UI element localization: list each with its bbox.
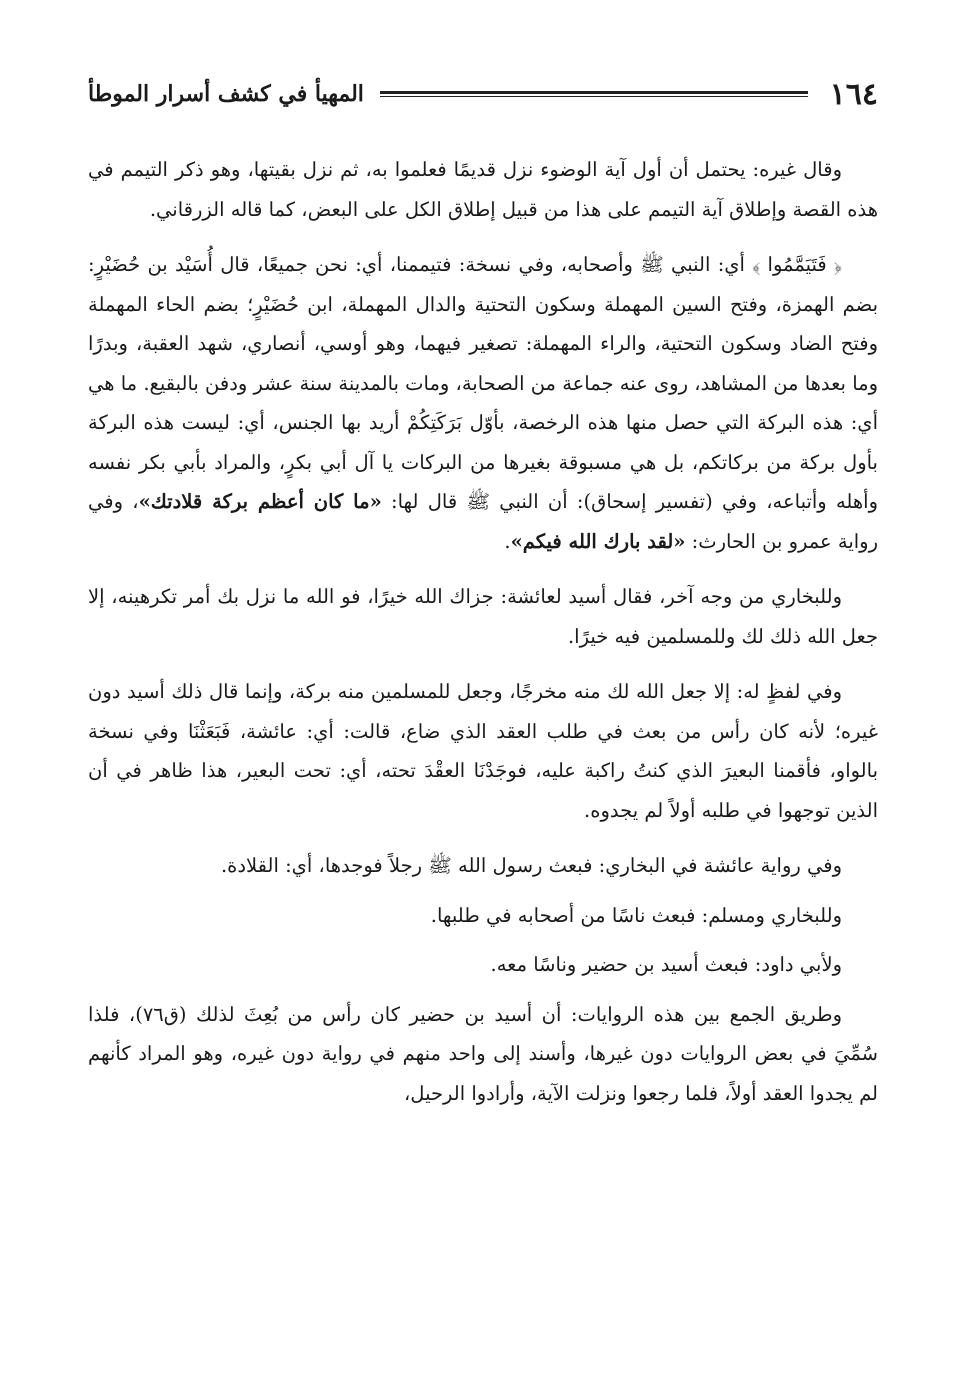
hadith-quote-2: «لقد بارك الله فيكم» (510, 529, 686, 553)
paragraph-5: وفي رواية عائشة في البخاري: فبعث رسول الله ﷺ رجلاً فوجدها، أي: القلادة. (220, 854, 842, 877)
paragraph-7: ولأبي داود: فبعث أسيد بن حضير وناسًا معه. (490, 953, 842, 976)
paragraph-3: وللبخاري من وجه آخر، فقال أسيد لعائشة: جزاك الله خيرًا، فو الله ما نزل بك أمر تكرهينه، إلا جعل الله ذلك لك وللمسلمين فيه خيرًا. (88, 585, 878, 648)
hadith-quote-1: «ما كان أعظم بركة قلادتك» (138, 490, 382, 513)
paragraph-2-text: ﴿ فَتَيَمَّمُوا ﴾ أي: النبي ﷺ وأصحابه، وفي نسخة: فتيممنا، أي: نحن جميعًا، قال أُسَيْد بن حُضَيْرٍ: بضم الهمزة، وفتح السين المهملة وسكون التحتية والدال المهملة، ابن حُضَيْرٍ؛ بضم الحاء المهملة وفتح الضاد وسكون التحتية، والراء المهملة: تصغير فيهما، وهو أوسي، أنصاري، شهد العقبة، وبدرًا وما بعدها من المشاهد، روى عنه جماعة من الصحابة، ومات بالمدينة سنة عشر ودفن بالبقيع. ما هي أي: هذه البركة التي حصل منها هذه الرخصة، بأوّل بَرَكَتِكُمْ أريد بها الجنس، أي: ليست هذه البركة بأول بركة من بركاتكم، بل هي مسبوقة بغيرها من البركات يا آل أبي بكرٍ، والمراد بأبي بكر نفسه وأهله وأتباعه، وفي (تفسير إسحاق): أن النبي ﷺ قال لها: (88, 253, 879, 513)
paragraph-8: وطريق الجمع بين هذه الروايات: أن أسيد بن حضير كان رأس من بُعِثَ لذلك (ق٧٦)، فلذا سُمِّيَ في بعض الروايات دون غيرها، وأسند إلى واحد منهم في رواية دون غيره، وهو المراد كأنهم لم يجدوا العقد أولاً، فلما رجعوا ونزلت الآية، وأرادوا الرحيل، (88, 1002, 878, 1105)
paragraph-1: وقال غيره: يحتمل أن أول آية الوضوء نزل قديمًا فعلموا به، ثم نزل بقيتها، وهو ذكر التيمم في هذه القصة وإطلاق آية التيمم على هذا من قبيل إطلاق الكل على البعض، كما قاله الزرقاني. (88, 158, 878, 221)
paragraph-4: وفي لفظٍ له: إلا جعل الله لك منه مخرجًا، وجعل للمسلمين منه بركة، وإنما قال ذلك أسيد دون غيره؛ لأنه كان رأس من بعث في طلب العقد الذي ضاع، قالت: أي: عائشة، فَبَعَثْنَا وفي نسخة بالواو، فأقمنا البعيرَ الذي كنتُ راكبة عليه، فوجَدْنَا العقْدَ تحته، أي: تحت البعير، هذا ظاهر في أن الذين توجهوا في طلبه أولاً لم يجدوه. (88, 680, 878, 822)
paragraph-6: وللبخاري ومسلم: فبعث ناسًا من أصحابه في طلبها. (430, 903, 842, 927)
paragraph-2-end: . (504, 529, 511, 553)
running-header (88, 72, 878, 116)
paragraph-2 (88, 245, 878, 561)
body-text (88, 150, 878, 1129)
paragraph-2-middle: ، وفي رواية عمرو بن الحارث: (88, 490, 878, 553)
page-number: ١٦٤ (829, 76, 878, 112)
book-title: المهيأ في كشف أسرار الموطأ (88, 81, 364, 107)
header-rule (380, 91, 808, 97)
